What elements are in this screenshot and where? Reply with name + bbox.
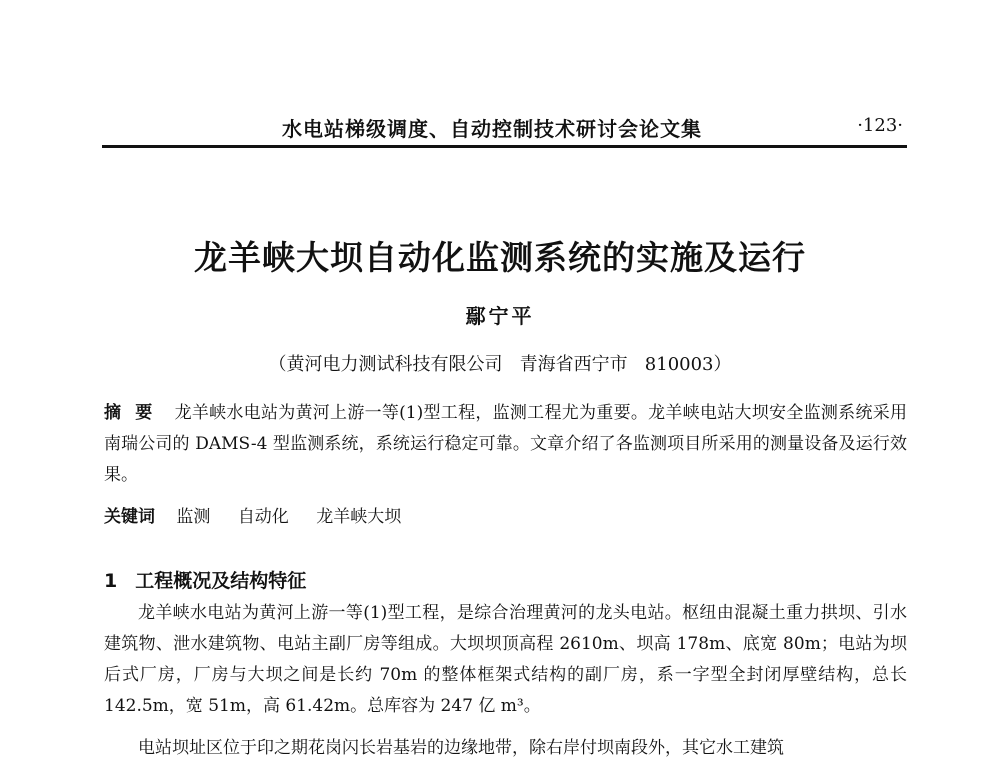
body-paragraph: 龙羊峡水电站为黄河上游一等(1)型工程，是综合治理黄河的龙头电站。枢纽由混凝土重力拱坝、引水建筑物、泄水建筑物、电站主副厂房等组成。大坝坝顶高程 2610m、坝高 178m、底宽 80m；电站为坝后式厂房，厂房与大坝之间是长约 70m 的整体框架式结构的副厂房，系一字型全封闭厚壁结构，总长 142.5m，宽 51m，高 61.42m。总库容为 247 亿 m³。 bbox=[104, 603, 907, 716]
keywords bbox=[104, 502, 907, 527]
keyword: 自动化 bbox=[237, 507, 289, 527]
keywords-label: 关键词 bbox=[104, 507, 155, 527]
keyword: 监测 bbox=[176, 507, 211, 527]
author: 鄢宁平 bbox=[465, 304, 535, 328]
page-number: ·123· bbox=[857, 115, 903, 136]
section-title: 工程概况及结构特征 bbox=[135, 570, 307, 592]
running-title: 水电站梯级调度、自动控制技术研讨会论文集 bbox=[282, 117, 702, 141]
affiliation: （黄河电力测试科技有限公司 青海省西宁市 810003） bbox=[268, 354, 732, 375]
section-number: 1 bbox=[104, 570, 118, 592]
abstract-label: 摘要 bbox=[104, 403, 167, 423]
header-rule bbox=[102, 145, 907, 148]
abstract-text: 龙羊峡水电站为黄河上游一等(1)型工程，监测工程尤为重要。龙羊峡电站大坝安全监测系统采用南瑞公司的 DAMS-4 型监测系统，系统运行稳定可靠。文章介绍了各监测项目所采用的测量设备及运行效果。 bbox=[104, 403, 907, 485]
paper-title: 龙羊峡大坝自动化监测系统的实施及运行 bbox=[194, 238, 806, 277]
body-paragraph: 电站坝址区位于印之期花岗闪长岩基岩的边缘地带，除右岸付坝南段外，其它水工建筑 bbox=[138, 738, 784, 758]
keyword: 龙羊峡大坝 bbox=[316, 507, 402, 527]
running-header bbox=[102, 113, 907, 141]
abstract bbox=[104, 398, 907, 491]
section-heading bbox=[104, 566, 306, 593]
